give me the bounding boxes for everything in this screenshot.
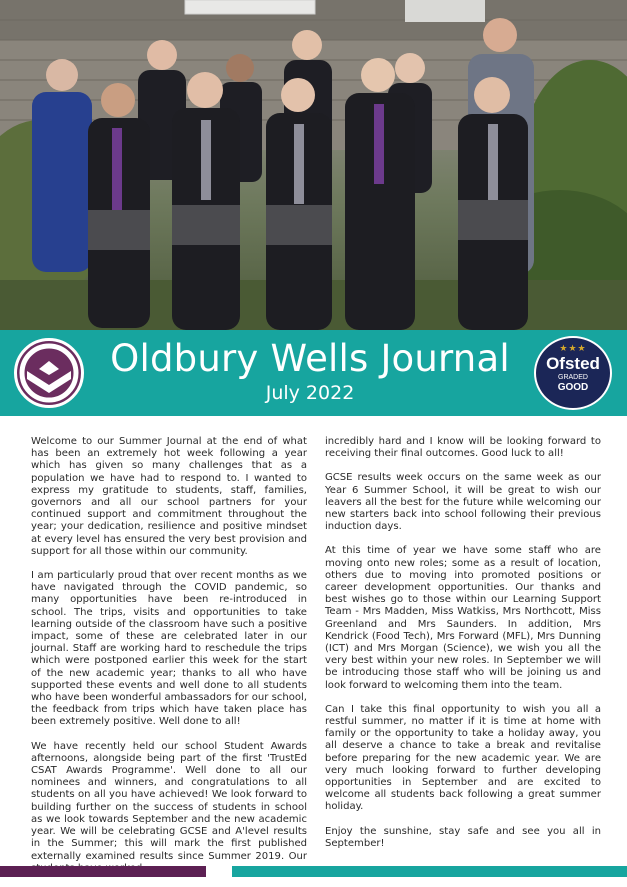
stars-icon: ★★★ [559, 344, 587, 354]
paragraph: We have recently held our school Student Awards afternoons, alongside being part of the first 'TrustEd CSAT Awards Programme'. Well done to all our nominees and winners, and congratulations to all students on all you have achieved! We look forward to building further on the success of students in school as we look towards September and the new academic year. We will be celebrating GCSE and A'level results in the Summer; this will mark the first published externally examined results since Summer 2019. Our [31, 740, 307, 862]
ofsted-graded-label: GRADED [558, 374, 588, 381]
photo-illustration [0, 0, 627, 330]
ofsted-wordmark: Ofsted [546, 354, 600, 373]
paragraph: At this time of year we have some staff who are moving onto new roles; some as a result of location, others due to moving into promoted positions or career development opportunities. Our thanks and best wishes go to those within our Learning Support Team - Mrs Madden, Miss Watkiss, Mrs Northcott, Miss Greenland and Mrs Saunders. In addition, Mrs Kendrick (Food Tech), Mrs Forward (MFL), Mrs Dunning (ICT) and Mrs Morgan (Science), we wish you all the very best within your new roles. In September we will be introducing those staff who will be joining us and look forward to welcoming them into the team. [325, 545, 601, 691]
paragraph: Welcome to our Summer Journal at the end of what has been an extremely hot week following a year which has given so many challenges that as a population we have had to respond to. I wanted to express my gratitude to students, staff, families, governors and all our school partners for your continued support and commitment throughout the year; your dedication, resilience and positive mindset at every level has ensured the very best provision and support for all those within our community. [31, 436, 307, 557]
article-column-right [325, 436, 601, 862]
article-column-left [31, 436, 307, 887]
footer-bar-purple [0, 866, 206, 877]
footer-bar-teal [232, 866, 627, 877]
journal-date: July 2022 [265, 382, 355, 404]
ofsted-grade: GOOD [557, 382, 589, 393]
paragraph: GCSE results week occurs on the same week as our Year 6 Summer School, it will be great to wish our leavers all the best for the future while welcoming our new starters back into school following their previous induction days. [325, 472, 601, 533]
ofsted-badge [534, 336, 612, 410]
paragraph: I am particularly proud that over recent months as we have navigated through the COVID pandemic, so many opportunities have been re-introduced in school. The trips, visits and opportunities to take learning outside of the classroom have such a positive impact, some of these are celebrated later in our journal. Staff are working hard to reschedule the trips which were postponed earlier this week for the start of the new academic year; thanks to all who have supported these events and well done to all students who have been wonderful ambassadors for our school, the feedback from trips which have taken place has been extremely positive. Well done to all! [31, 570, 307, 728]
school-crest-logo [14, 338, 84, 408]
paragraph: Enjoy the sunshine, stay safe and see you all in September! [325, 825, 601, 849]
paragraph: incredibly hard and I know will be looking forward to receiving their final outcomes. Good luck to all! [325, 436, 601, 460]
journal-title: Oldbury Wells Journal [110, 337, 510, 380]
group-photo [0, 0, 627, 330]
paragraph: Can I take this final opportunity to wish you all a restful summer, no matter if it is time at home with family or the opportunity to take a holiday away, you all deserve a chance to take a break and revitalise before preparing for the new academic year. We are very much looking forward to further developing opportunities in September and are excited to welcome all students back following a great summer holiday. [325, 703, 601, 813]
title-banner [0, 330, 627, 416]
